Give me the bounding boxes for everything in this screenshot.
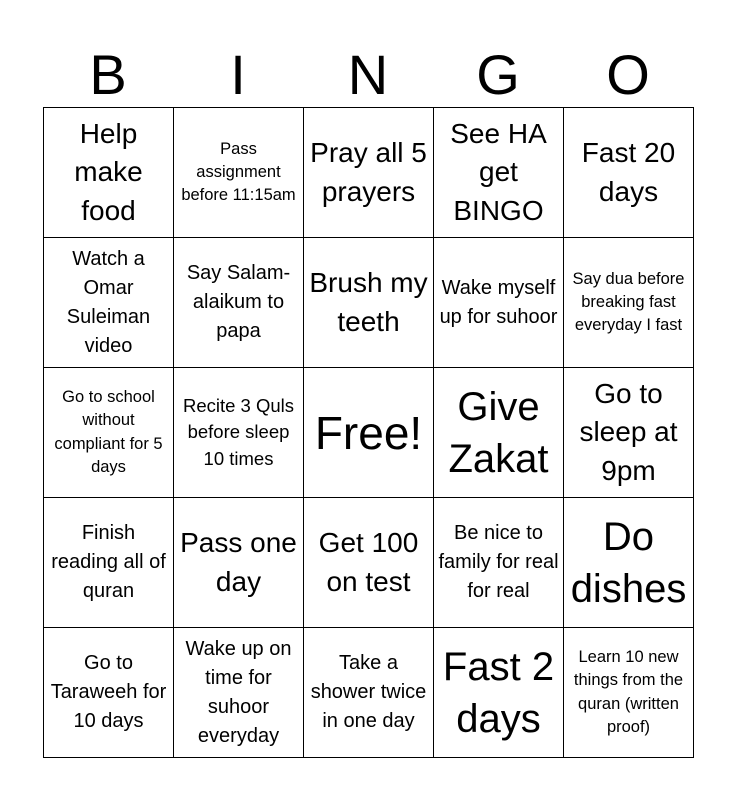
bingo-cell[interactable]: Fast 20 days <box>564 108 694 238</box>
bingo-cell[interactable]: Say dua before breaking fast everyday I fast <box>564 238 694 368</box>
bingo-cell[interactable]: Do dishes <box>564 498 694 628</box>
bingo-cell[interactable]: Brush my teeth <box>304 238 434 368</box>
grid-row <box>44 628 694 758</box>
bingo-header <box>43 42 693 108</box>
bingo-cell[interactable]: Give Zakat <box>434 368 564 498</box>
bingo-cell[interactable]: Recite 3 Quls before sleep 10 times <box>174 368 304 498</box>
header-letter-n: N <box>347 43 389 106</box>
bingo-cell[interactable]: Pass one day <box>174 498 304 628</box>
bingo-cell[interactable]: Wake up on time for suhoor everyday <box>174 628 304 758</box>
bingo-cell[interactable]: Go to school without compliant for 5 days <box>44 368 174 498</box>
bingo-cell[interactable]: Be nice to family for real for real <box>434 498 564 628</box>
bingo-cell[interactable]: Fast 2 days <box>434 628 564 758</box>
bingo-cell[interactable]: Learn 10 new things from the quran (written proof) <box>564 628 694 758</box>
header-letter-g: G <box>476 43 520 106</box>
bingo-cell[interactable]: Watch a Omar Suleiman video <box>44 238 174 368</box>
bingo-cell[interactable]: Go to sleep at 9pm <box>564 368 694 498</box>
bingo-cell[interactable]: Get 100 on test <box>304 498 434 628</box>
grid-row <box>44 108 694 238</box>
free-space-cell[interactable]: Free! <box>304 368 434 498</box>
bingo-cell[interactable]: Go to Taraweeh for 10 days <box>44 628 174 758</box>
bingo-cell[interactable]: Pray all 5 prayers <box>304 108 434 238</box>
header-letter-i: I <box>230 43 246 106</box>
grid-row <box>44 238 694 368</box>
bingo-cell[interactable]: Take a shower twice in one day <box>304 628 434 758</box>
bingo-cell[interactable]: Finish reading all of quran <box>44 498 174 628</box>
bingo-cell[interactable]: Pass assignment before 11:15am <box>174 108 304 238</box>
bingo-cell[interactable]: Help make food <box>44 108 174 238</box>
bingo-cell[interactable]: Wake myself up for suhoor <box>434 238 564 368</box>
header-letter-o: O <box>606 43 650 106</box>
bingo-cell[interactable]: See HA get BINGO <box>434 108 564 238</box>
grid-row <box>44 368 694 498</box>
header-letter-b: B <box>89 43 127 106</box>
bingo-cell[interactable]: Say Salam-alaikum to papa <box>174 238 304 368</box>
bingo-grid <box>43 107 694 758</box>
grid-row <box>44 498 694 628</box>
